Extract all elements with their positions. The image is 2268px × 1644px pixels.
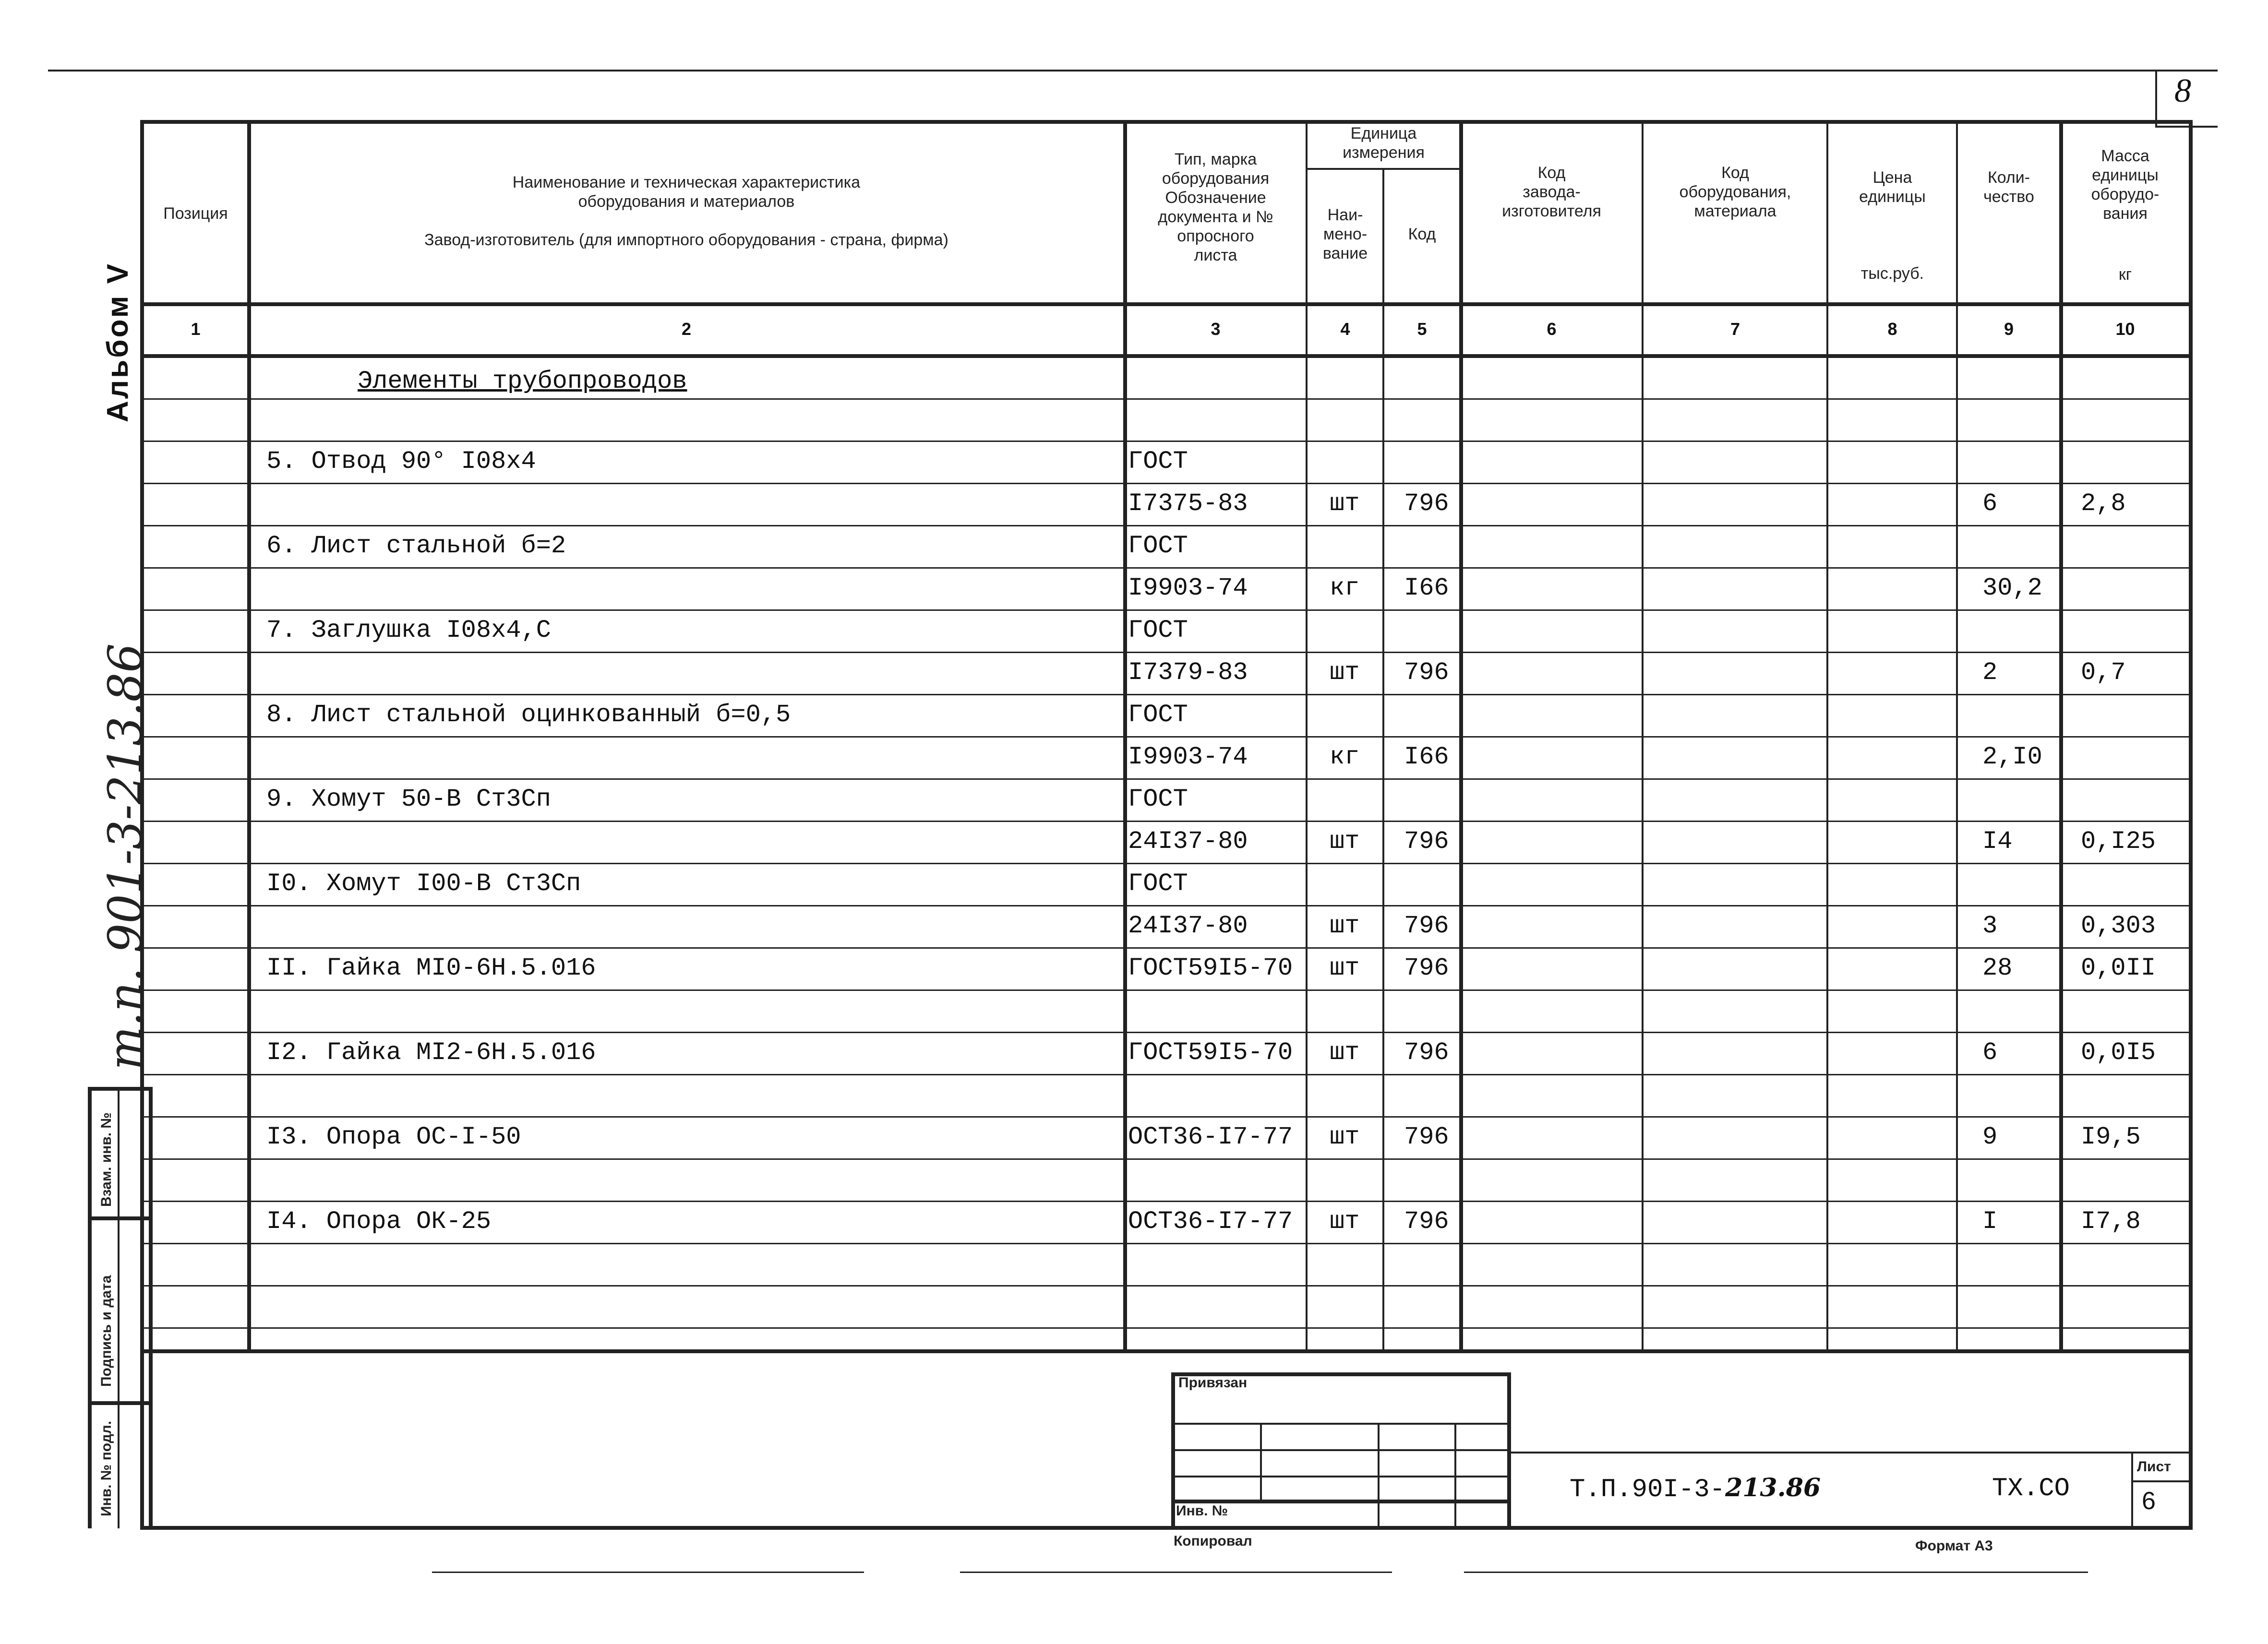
tb-doc-code <box>1570 1473 1821 1504</box>
hdr-price-unit: тыс.руб. <box>1860 264 1924 283</box>
hdr-type-4: документа и № <box>1158 208 1273 226</box>
item-doc-number: I9903-74 <box>1128 743 1248 771</box>
item-unit-code: 796 <box>1404 489 1449 518</box>
col-sep-4 <box>1382 168 1384 1351</box>
colnum-4: 4 <box>1340 319 1350 339</box>
item-quantity: 6 <box>1982 489 1998 518</box>
item-doc-number: 24I37-80 <box>1128 827 1248 856</box>
item-doc: ГОСТ59I5-70 <box>1128 954 1293 982</box>
row-line <box>140 609 2193 611</box>
tb-inv-no: Инв. № <box>1176 1503 1228 1519</box>
item-unit: шт <box>1330 658 1360 687</box>
hdr-unitname-2: мено- <box>1323 225 1368 243</box>
page-bottom <box>140 1526 2193 1530</box>
row-line <box>140 947 2193 949</box>
item-unit-code: 796 <box>1404 827 1449 856</box>
item-mass: 0,303 <box>2081 912 2156 940</box>
hdr-plantcode-3: изготовителя <box>1502 202 1601 220</box>
side-stamp-vzam: Взам. инв. № <box>98 1112 114 1207</box>
tb-approve-h2 <box>1171 1449 1507 1451</box>
hdr-type-1: Тип, марка <box>1174 150 1257 168</box>
tb-mark: ТХ.СО <box>1992 1474 2070 1503</box>
hdr-unitname-3: вание <box>1322 244 1368 262</box>
section-title: Элементы трубопроводов <box>358 367 687 395</box>
item-unit: шт <box>1330 827 1360 856</box>
header-bottom <box>140 302 2193 306</box>
hdr-unit-2: измерения <box>1343 143 1425 162</box>
item-name: I4. Опора ОК-25 <box>266 1207 492 1236</box>
side-stamp-inv: Инв. № подл. <box>98 1420 114 1516</box>
side-stamp-podpis: Подпись и дата <box>98 1275 114 1387</box>
tb-approve-v2 <box>1378 1423 1380 1526</box>
colnum-bottom <box>140 354 2193 358</box>
bottom-dash-3 <box>1464 1572 2088 1573</box>
item-mass: I9,5 <box>2081 1123 2141 1151</box>
side-stamp-left <box>88 1087 92 1528</box>
item-unit-code: 796 <box>1404 1123 1449 1151</box>
item-doc: ОСТ36-I7-77 <box>1128 1207 1293 1236</box>
colnum-3: 3 <box>1211 319 1221 339</box>
hdr-unitcode: Код <box>1408 225 1436 243</box>
unit-header-split <box>1306 168 1459 170</box>
table-right <box>2189 120 2193 1528</box>
row-line <box>140 441 2193 442</box>
item-name: 9. Хомут 50-В Ст3Сп <box>266 785 551 813</box>
row-line <box>140 398 2193 400</box>
colnum-5: 5 <box>1417 319 1427 339</box>
item-doc: ГОСТ <box>1128 870 1188 898</box>
item-unit-code: 796 <box>1404 658 1449 687</box>
item-doc-number: I9903-74 <box>1128 574 1248 602</box>
item-name: 7. Заглушка I08x4,C <box>266 616 551 644</box>
item-name: II. Гайка MI0-6H.5.016 <box>266 954 596 982</box>
col-sep-7 <box>1826 120 1828 1351</box>
hdr-type-5: опросного <box>1177 227 1254 245</box>
corner-box-left <box>2155 70 2157 127</box>
hdr-mass-4: вания <box>2103 204 2148 223</box>
item-unit: кг <box>1330 743 1360 771</box>
colnum-1: 1 <box>191 319 201 339</box>
row-line <box>140 1116 2193 1118</box>
table-body-bottom <box>140 1349 2193 1353</box>
colnum-10: 10 <box>2115 319 2135 339</box>
tb-privyazan: Привязан <box>1178 1375 1248 1391</box>
tb-main-top <box>1507 1452 2189 1453</box>
hdr-qty-2: чество <box>1983 188 2034 206</box>
colnum-6: 6 <box>1547 319 1557 339</box>
bottom-dash-2 <box>960 1572 1392 1573</box>
item-quantity: I4 <box>1982 827 2013 856</box>
item-quantity: 2 <box>1982 658 1998 687</box>
item-unit-code: 796 <box>1404 1038 1449 1067</box>
item-quantity: 2,I0 <box>1982 743 2042 771</box>
tb-approve-h3 <box>1171 1476 1507 1477</box>
hdr-equipcode-3: материала <box>1694 202 1776 220</box>
tb-sheet-number: 6 <box>2142 1487 2156 1515</box>
item-unit: кг <box>1330 574 1360 602</box>
hdr-plantcode-1: Код <box>1537 164 1566 182</box>
item-name: I3. Опора ОС-I-50 <box>266 1123 521 1151</box>
col-sep-5 <box>1459 120 1463 1351</box>
hdr-position: Позиция <box>163 204 228 223</box>
item-quantity: 30,2 <box>1982 574 2042 602</box>
tb-kopiroval: Копировал <box>1174 1533 1252 1549</box>
item-name: I2. Гайка MI2-6H.5.016 <box>266 1038 596 1067</box>
side-stamp-inner <box>118 1087 120 1528</box>
row-line <box>140 905 2193 906</box>
table-top <box>140 120 2193 124</box>
hdr-name-3: Завод-изготовитель (для импортного оборудования - страна, фирма) <box>424 231 948 249</box>
row-line <box>140 483 2193 484</box>
item-unit-code: I66 <box>1404 574 1449 602</box>
tb-format: Формат А3 <box>1915 1538 1993 1554</box>
item-mass: 0,0I5 <box>2081 1038 2156 1067</box>
item-doc-number: 24I37-80 <box>1128 912 1248 940</box>
item-doc: ГОСТ <box>1128 701 1188 729</box>
tb-approve-h1 <box>1171 1423 1507 1425</box>
col-sep-8 <box>1956 120 1958 1351</box>
item-doc: ГОСТ <box>1128 616 1188 644</box>
col-sep-2 <box>1123 120 1127 1351</box>
hdr-type-2: оборудования <box>1162 169 1270 188</box>
hdr-mass-1: Масса <box>2101 147 2149 165</box>
item-unit: шт <box>1330 954 1360 982</box>
item-doc: ГОСТ <box>1128 447 1188 476</box>
row-line <box>140 1285 2193 1287</box>
item-doc-number: I7375-83 <box>1128 489 1248 518</box>
tb-sheet-split <box>2131 1480 2189 1482</box>
hdr-type-3: Обозначение <box>1165 189 1266 207</box>
row-line <box>140 1327 2193 1329</box>
item-name: 8. Лист стальной оцинкованный б=0,5 <box>266 701 791 729</box>
item-mass: 0,0II <box>2081 954 2156 982</box>
hdr-equipcode-1: Код <box>1721 164 1749 182</box>
project-code-handwritten: т.п. 901-3-213.86 <box>98 643 152 1070</box>
hdr-mass-3: оборудо- <box>2091 185 2160 203</box>
row-line <box>140 694 2193 695</box>
item-name: 5. Отвод 90° I08x4 <box>266 447 536 476</box>
item-unit: шт <box>1330 1038 1360 1067</box>
item-mass: 0,7 <box>2081 658 2126 687</box>
hdr-unitname-1: Наи- <box>1327 206 1363 224</box>
top-border <box>48 70 2218 71</box>
row-line <box>140 525 2193 526</box>
row-line <box>140 989 2193 991</box>
hdr-type-6: листа <box>1194 246 1237 264</box>
row-line <box>140 736 2193 738</box>
hdr-equipcode-2: оборудования, <box>1679 183 1791 201</box>
hdr-name-2: оборудования и материалов <box>578 192 795 211</box>
item-unit: шт <box>1330 1123 1360 1151</box>
row-line <box>140 1032 2193 1033</box>
item-mass: 0,I25 <box>2081 827 2156 856</box>
tb-approve-v3 <box>1454 1423 1456 1526</box>
tb-sheet-left <box>2131 1452 2133 1526</box>
item-doc: ГОСТ <box>1128 532 1188 560</box>
hdr-price-1: Цена <box>1872 168 1912 187</box>
hdr-price-2: единицы <box>1859 188 1926 206</box>
item-unit-code: 796 <box>1404 1207 1449 1236</box>
tb-doc-code-print: Т.П.90I-3- <box>1570 1475 1726 1504</box>
col-sep-1 <box>247 120 251 1351</box>
row-line <box>140 1074 2193 1075</box>
item-doc: ОСТ36-I7-77 <box>1128 1123 1293 1151</box>
tb-approve-v1 <box>1260 1423 1262 1500</box>
col-sep-3 <box>1306 120 1308 1351</box>
tb-doc-code-hand: 213.86 <box>1725 1473 1821 1502</box>
item-unit: шт <box>1330 489 1360 518</box>
row-line <box>140 1243 2193 1244</box>
item-quantity: 9 <box>1982 1123 1998 1151</box>
hdr-mass-2: единицы <box>2092 166 2159 184</box>
sheet-corner-number: 8 <box>2174 72 2191 109</box>
colnum-7: 7 <box>1730 319 1740 339</box>
hdr-plantcode-2: завода- <box>1523 183 1581 201</box>
row-line <box>140 863 2193 864</box>
tb-sheet-label: Лист <box>2137 1459 2171 1475</box>
hdr-mass-unit: кг <box>2118 265 2132 284</box>
item-mass: 2,8 <box>2081 489 2126 518</box>
album-label: Альбом V <box>101 262 134 422</box>
item-mass: I7,8 <box>2081 1207 2141 1236</box>
row-line <box>140 778 2193 780</box>
col-sep-6 <box>1642 120 1644 1351</box>
col-sep-9 <box>2059 120 2063 1351</box>
hdr-name-1: Наименование и техническая характеристика <box>512 173 861 191</box>
tb-approve-right <box>1507 1372 1511 1526</box>
colnum-2: 2 <box>681 319 692 339</box>
colnum-9: 9 <box>2004 319 2014 339</box>
item-quantity: 6 <box>1982 1038 1998 1067</box>
item-doc: ГОСТ <box>1128 785 1188 813</box>
hdr-qty-1: Коли- <box>1987 168 2030 187</box>
item-unit: шт <box>1330 912 1360 940</box>
table-left <box>140 120 144 1528</box>
corner-box-bottom <box>2155 126 2218 128</box>
row-line <box>140 821 2193 822</box>
item-name: 6. Лист стальной б=2 <box>266 532 566 560</box>
row-line <box>140 567 2193 569</box>
colnum-8: 8 <box>1887 319 1897 339</box>
item-unit-code: I66 <box>1404 743 1449 771</box>
side-stamp-right <box>149 1087 153 1528</box>
item-quantity: 3 <box>1982 912 1998 940</box>
row-line <box>140 1201 2193 1202</box>
item-doc-number: I7379-83 <box>1128 658 1248 687</box>
item-quantity: I <box>1982 1207 1998 1236</box>
row-line <box>140 1158 2193 1160</box>
item-name: I0. Хомут I00-В Ст3Сп <box>266 870 581 898</box>
bottom-dash-1 <box>432 1572 864 1573</box>
item-doc: ГОСТ59I5-70 <box>1128 1038 1293 1067</box>
item-unit-code: 796 <box>1404 912 1449 940</box>
item-unit: шт <box>1330 1207 1360 1236</box>
row-line <box>140 652 2193 653</box>
item-unit-code: 796 <box>1404 954 1449 982</box>
item-quantity: 28 <box>1982 954 2013 982</box>
hdr-unit-1: Единица <box>1350 124 1417 143</box>
